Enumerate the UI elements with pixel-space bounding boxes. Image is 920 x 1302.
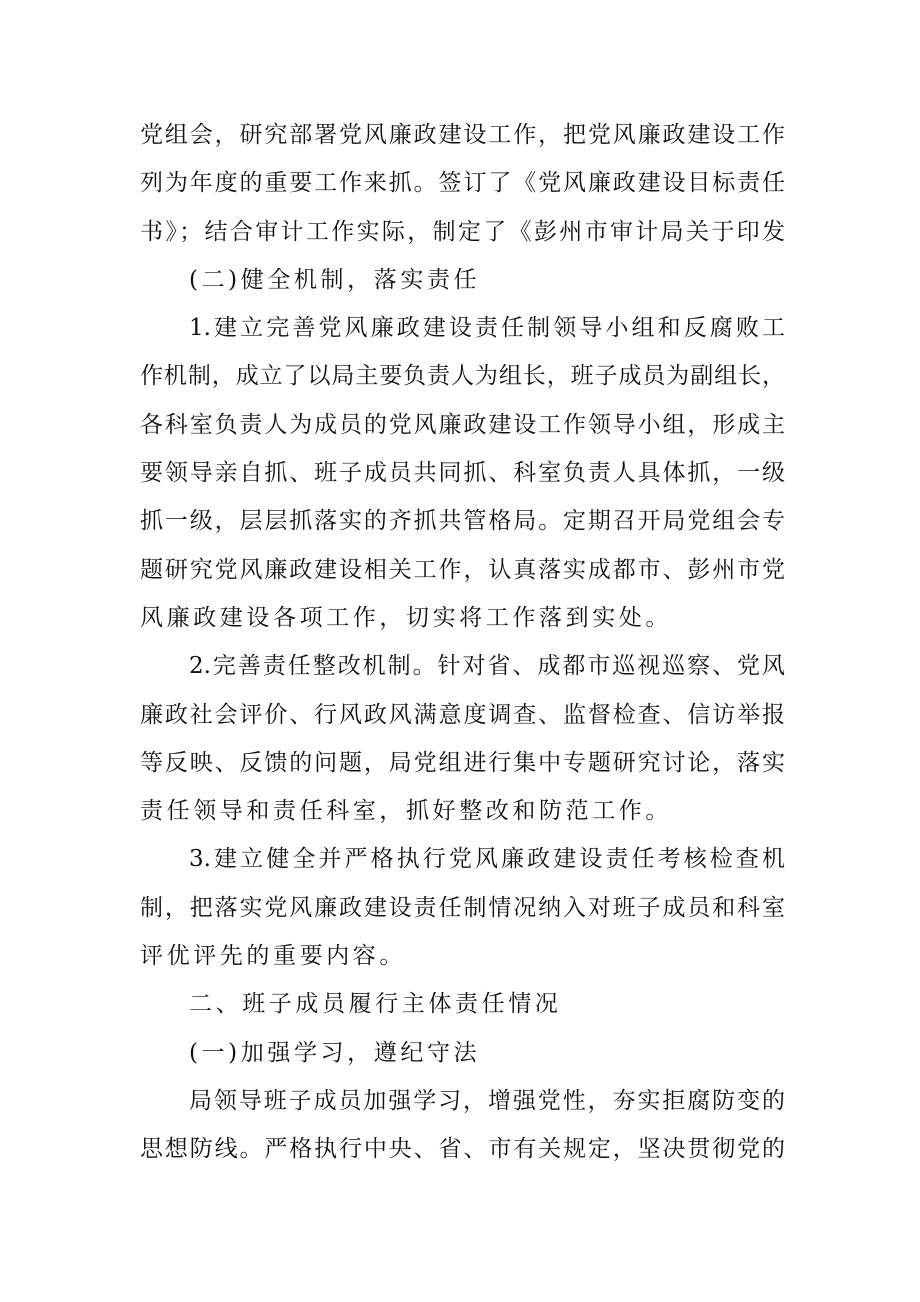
document-body [140, 111, 785, 1174]
paragraph-line: 2.完善责任整改机制。针对省、成都市巡视巡察、党风 [189, 653, 785, 680]
paragraph-line: 1.建立完善党风廉政建设责任制领导小组和反腐败工 [189, 315, 785, 342]
paragraph-line: 各科室负责人为成员的党风廉政建设工作领导小组，形成主 [140, 411, 785, 438]
paragraph-line: 思想防线。严格执行中央、省、市有关规定，坚决贯彻党的 [140, 1136, 785, 1163]
paragraph-line: 制，把落实党风廉政建设责任制情况纳入对班子成员和科室 [140, 894, 785, 921]
paragraph-line: 责任领导和责任科室，抓好整改和防范工作。 [140, 798, 672, 825]
paragraph-line: 党组会，研究部署党风廉政建设工作，把党风廉政建设工作 [140, 122, 785, 148]
paragraph-line: 等反映、反馈的问题，局党组进行集中专题研究讨论，落实 [140, 749, 785, 776]
paragraph-line: 风廉政建设各项工作，切实将工作落到实处。 [140, 604, 672, 631]
paragraph-line: 作机制，成立了以局主要负责人为组长，班子成员为副组长， [140, 363, 785, 390]
paragraph-line: 抓一级，层层抓落实的齐抓共管格局。定期召开局党组会专 [140, 508, 785, 535]
paragraph-line: 要领导亲自抓、班子成员共同抓、科室负责人具体抓，一级 [140, 460, 785, 487]
paragraph-line: 书》；结合审计工作实际，制定了《彭州市审计局关于印发 [140, 218, 785, 245]
paragraph-line: 列为年度的重要工作来抓。签订了《党风廉政建设目标责任 [140, 170, 785, 197]
subsection-heading: (一)加强学习，遵纪守法 [189, 1039, 481, 1066]
paragraph-line: 局领导班子成员加强学习，增强党性，夯实拒腐防变的 [189, 1087, 785, 1114]
paragraph-line: 3.建立健全并严格执行党风廉政建设责任考核检查机 [189, 846, 785, 873]
section-heading: (二)健全机制，落实责任 [189, 266, 481, 293]
paragraph-line: 题研究党风廉政建设相关工作，认真落实成都市、彭州市党 [140, 556, 785, 583]
section-heading: 二、班子成员履行主体责任情况 [189, 991, 562, 1018]
paragraph-line: 评优评先的重要内容。 [140, 943, 406, 970]
paragraph-line: 廉政社会评价、行风政风满意度调查、监督检查、信访举报 [140, 701, 785, 728]
